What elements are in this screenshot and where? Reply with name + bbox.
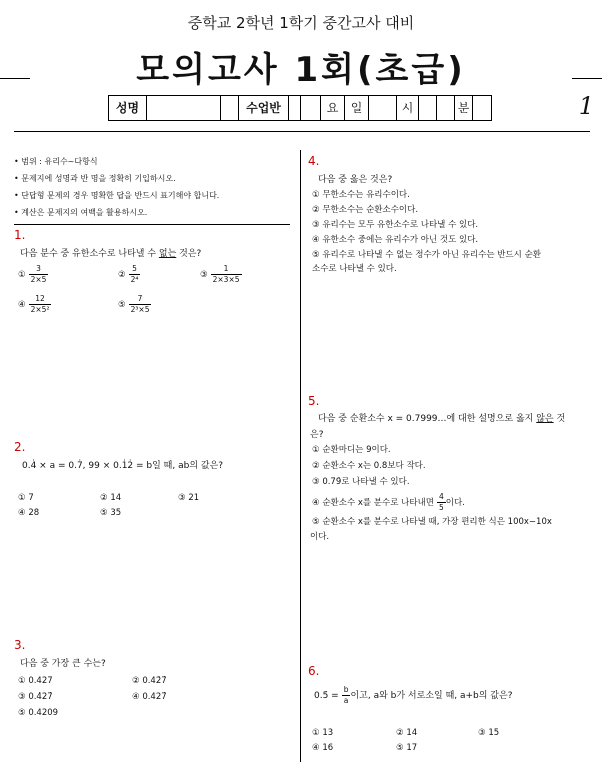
option[interactable]: ④ 16 <box>312 743 334 753</box>
option-mark: ② <box>118 270 126 280</box>
option[interactable] <box>18 294 51 315</box>
option[interactable]: ② 14 <box>100 493 122 503</box>
hour-field[interactable] <box>419 96 437 120</box>
question-number: 6. <box>308 664 320 678</box>
denominator: 2⁴ <box>130 275 139 284</box>
fraction <box>437 492 446 513</box>
rules-divider <box>14 224 290 225</box>
option-continued: 이다. <box>310 532 330 542</box>
day-label-2: 일 <box>345 96 369 120</box>
name-field[interactable] <box>147 96 221 120</box>
header-divider <box>14 131 590 132</box>
day-field[interactable] <box>369 96 397 120</box>
q5-text-before: 다음 중 순환소수 x = 0.7999…에 대한 설명으로 옳지 <box>318 414 537 424</box>
divider <box>572 78 602 79</box>
denominator: 2×3×5 <box>212 275 240 284</box>
question-text <box>314 685 512 706</box>
rule-item: • 단답형 문제의 경우 명확한 답을 반드시 표기해야 합니다. <box>14 191 220 200</box>
question-text: 0.4̇ × a = 0.7̇, 99 × 0.1̇2̇ = b일 때, ab의 값은? <box>22 461 224 471</box>
minute-label: 분 <box>455 96 473 120</box>
question-number: 5. <box>308 394 320 408</box>
option[interactable]: ② 무한소수는 순환소수이다. <box>312 205 419 215</box>
option[interactable]: ④ 0.427̇ <box>132 692 167 702</box>
student-info-box <box>108 95 492 121</box>
exam-title: 모의고사 1회(초급) <box>136 50 466 90</box>
option[interactable]: ① 0.427 <box>18 676 53 686</box>
rule-item: • 계산은 문제지의 여백을 활용하시오. <box>14 208 148 217</box>
fraction <box>129 294 152 315</box>
option[interactable] <box>200 264 242 285</box>
option[interactable]: ③ 15 <box>478 728 500 738</box>
question-text <box>20 247 201 262</box>
option[interactable] <box>118 264 140 285</box>
option[interactable]: ③ 0.4̇27̇ <box>18 692 53 702</box>
denominator: 2×5 <box>30 275 47 284</box>
class-label: 수업반 <box>239 96 289 120</box>
option-mark: ④ <box>18 300 26 310</box>
column-divider <box>300 150 301 762</box>
option[interactable]: ④ 유한소수 중에는 유리수가 아닌 것도 있다. <box>312 235 479 245</box>
option-mark: ⑤ <box>118 300 126 310</box>
numerator: b <box>343 685 349 694</box>
fraction <box>211 264 242 285</box>
option-continued: 소수로 나타낼 수 있다. <box>312 264 397 274</box>
q6-text-after: 이고, a와 b가 서로소일 때, a+b의 값은? <box>350 691 513 701</box>
fraction <box>29 264 49 285</box>
fraction <box>29 294 52 315</box>
q1-text-after: 것은? <box>176 249 202 259</box>
denominator: 2³×5 <box>130 305 150 314</box>
denominator: 5 <box>439 503 444 512</box>
name-label: 성명 <box>109 96 147 120</box>
option[interactable]: ③ 21 <box>178 493 200 503</box>
option[interactable]: ② 순환소수 x는 0.8보다 작다. <box>312 461 426 471</box>
option[interactable]: ① 무한소수는 유리수이다. <box>312 190 410 200</box>
divider <box>0 78 30 79</box>
q1-text-underline: 없는 <box>158 249 177 259</box>
minute-field[interactable] <box>473 96 491 120</box>
rule-item: • 범위 : 유리수~다항식 <box>14 157 98 166</box>
rule-item: • 문제지에 성명과 반 명을 정확히 기입하시오. <box>14 174 176 183</box>
question-number: 4. <box>308 154 320 168</box>
hour-label: 시 <box>397 96 419 120</box>
day-label: 요 <box>321 96 345 120</box>
question-text: 다음 중 옳은 것은? <box>318 175 393 185</box>
question-number: 3. <box>14 638 26 652</box>
numerator: 3 <box>29 264 49 275</box>
q1-text-before: 다음 분수 중 유한소수로 나타낼 수 <box>20 249 159 259</box>
fraction <box>129 264 141 285</box>
option[interactable]: ⑤ 17 <box>396 743 418 753</box>
numerator: 1 <box>211 264 242 275</box>
question-text <box>318 412 565 427</box>
question-text: 다음 중 가장 큰 수는? <box>20 659 106 669</box>
option[interactable]: ③ 0.79̇로 나타낼 수 있다. <box>312 477 410 487</box>
option[interactable]: ⑤ 순환소수 x를 분수로 나타낼 때, 가장 편리한 식은 100x−10x <box>312 517 552 527</box>
numerator: 4 <box>439 492 444 501</box>
denominator: 2×5² <box>30 305 50 314</box>
option[interactable]: ③ 유리수는 모두 유한소수로 나타낼 수 있다. <box>312 220 479 230</box>
option[interactable]: ⑤ 35 <box>100 508 122 518</box>
option[interactable]: ② 14 <box>396 728 418 738</box>
q5-text-underline: 않은 <box>536 414 554 424</box>
numerator: 5 <box>129 264 141 275</box>
page-number: 1 <box>578 92 594 120</box>
question-number: 2. <box>14 440 26 454</box>
option[interactable]: ⑤ 유리수로 나타낼 수 없는 정수가 아닌 유리수는 반드시 순환 <box>312 250 542 260</box>
option[interactable] <box>118 294 151 315</box>
option[interactable]: ① 13 <box>312 728 334 738</box>
option[interactable]: ② 0.42̇7̇ <box>132 676 167 686</box>
numerator: 7 <box>129 294 152 305</box>
class-field[interactable] <box>289 96 301 120</box>
option-mark: ① <box>18 270 26 280</box>
option[interactable] <box>18 264 48 285</box>
question-number: 1. <box>14 228 26 242</box>
spacer-cell <box>221 96 239 120</box>
numerator: 12 <box>29 294 52 305</box>
option[interactable]: ① 7 <box>18 493 34 503</box>
month-field[interactable] <box>301 96 321 120</box>
q5-option4-before: ④ 순환소수 x를 분수로 나타내면 <box>312 498 434 508</box>
denominator: a <box>343 696 349 705</box>
option[interactable]: ⑤ 0.4209 <box>18 708 59 718</box>
exam-subtitle: 중학교 2학년 1학기 중간고사 대비 <box>187 14 415 32</box>
option[interactable]: ④ 28 <box>18 508 40 518</box>
option[interactable]: ① 순환마디는 9이다. <box>312 445 391 455</box>
option[interactable] <box>312 492 465 513</box>
q5-option4-after: 이다. <box>445 498 465 508</box>
rules-list <box>14 153 296 221</box>
question-text-cont: 은? <box>310 430 324 440</box>
hour-field-2[interactable] <box>437 96 455 120</box>
option-mark: ③ <box>200 270 208 280</box>
q6-text-before: 0.5̇ = <box>314 691 339 701</box>
q5-text-after: 것 <box>553 414 566 424</box>
